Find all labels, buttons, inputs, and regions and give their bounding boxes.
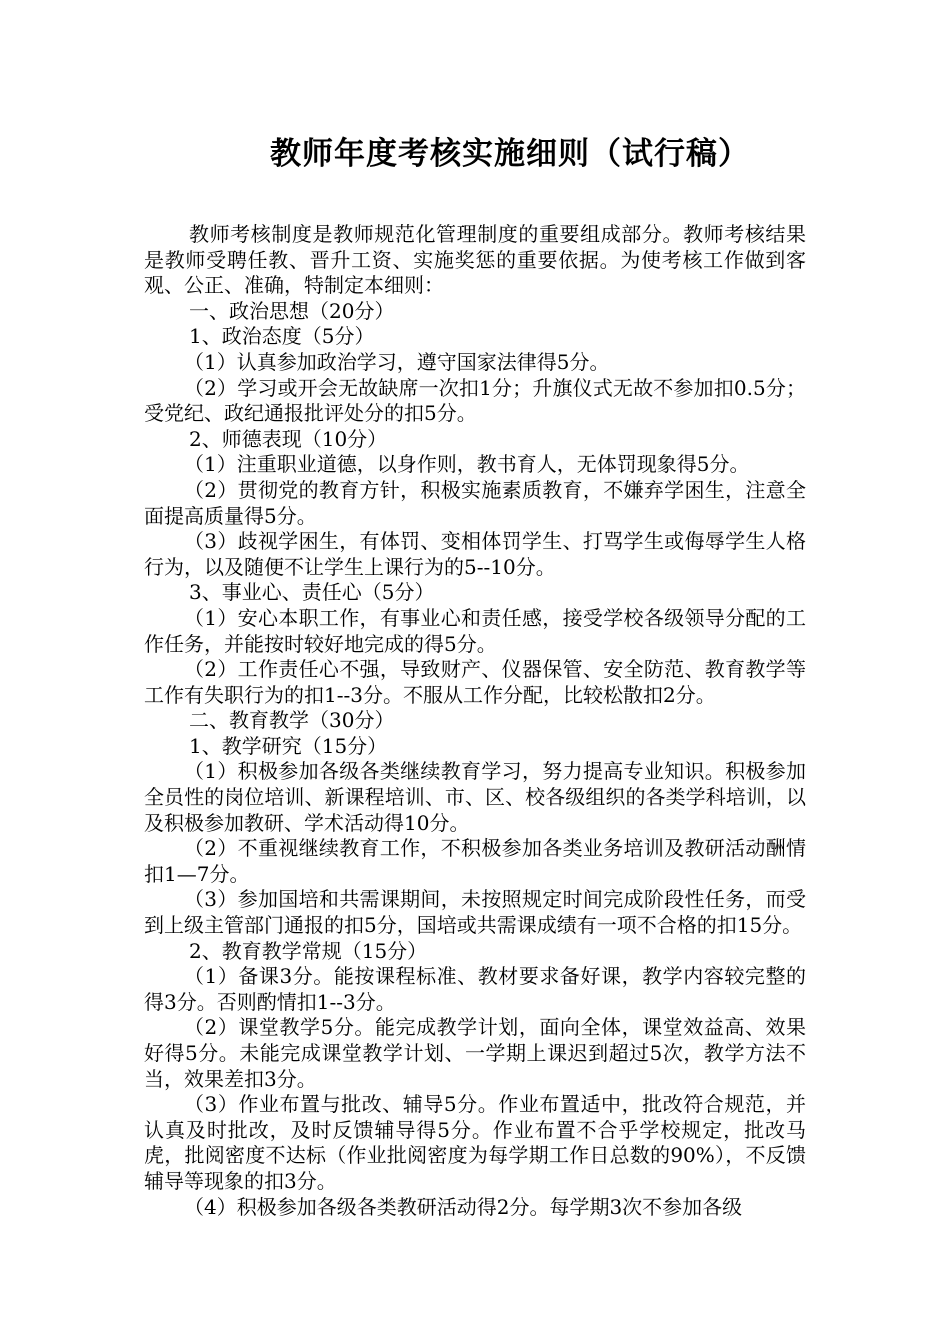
clause-paragraph: （2）不重视继续教育工作，不积极参加各类业务培训及教研活动酬情扣1—7分。 [144,836,806,886]
document-body [144,222,806,1220]
intro-paragraph: 教师考核制度是教师规范化管理制度的重要组成部分。教师考核结果是教师受聘任教、晋升工资、实施奖惩的重要依据。为使考核工作做到客观、公正、准确，特制定本细则： [144,222,806,298]
subsection-heading: 2、师德表现（10分） [189,426,388,451]
clause-paragraph: （3）歧视学困生，有体罚、变相体罚学生、打骂学生或侮辱学生人格行为，以及随便不让学生上课行为的5--10分。 [144,529,806,579]
clause-paragraph: （3）作业布置与批改、辅导5分。作业布置适中，批改符合规范，并认真及时批改，及时反馈辅导得5分。作业布置不合乎学校规定，批改马虎，批阅密度不达标（作业批阅密度为每学期工作日总数的90%），不反馈辅导等现象的扣3分。 [144,1092,806,1193]
subsection-heading: 1、政治态度（5分） [189,324,375,349]
section-heading: 一、政治思想（20分） [189,298,395,323]
clause-paragraph: （4）积极参加各级各类教研活动得2分。每学期3次不参加各级 [184,1194,743,1219]
document-title: 教师年度考核实施细则（试行稿） [270,136,750,172]
clause-paragraph: （1）认真参加政治学习，遵守国家法律得5分。 [184,349,610,374]
subsection-heading: 1、教学研究（15分） [189,733,388,758]
clause-paragraph: （2）工作责任心不强，导致财产、仪器保管、安全防范、教育教学等工作有失职行为的扣1--3分。不服从工作分配，比较松散扣2分。 [144,657,806,707]
clause-paragraph: （1）安心本职工作，有事业心和责任感，接受学校各级领导分配的工作任务，并能按时较好地完成的得5分。 [144,605,806,656]
clause-paragraph: （2）学习或开会无故缺席一次扣1分；升旗仪式无故不参加扣0.5分；受党纪、政纪通报批评处分的扣5分。 [144,375,806,426]
subsection-heading: 3、事业心、责任心（5分） [189,580,435,605]
clause-paragraph: （2）贯彻党的教育方针，积极实施素质教育，不嫌弃学困生，注意全面提高质量得5分。 [144,477,806,528]
clause-paragraph: （1）积极参加各级各类继续教育学习，努力提高专业知识。积极参加全员性的岗位培训、新课程培训、市、区、校各级组织的各类学科培训，以及积极参加教研、学术活动得10分。 [144,759,806,835]
subsection-heading: 2、教育教学常规（15分） [189,938,428,963]
clause-paragraph: （3）参加国培和共需课期间，未按照规定时间完成阶段性任务，而受到上级主管部门通报的扣5分，国培或共需课成绩有一项不合格的扣15分。 [144,887,806,938]
clause-paragraph: （1）备课3分。能按课程标准、教材要求备好课，教学内容较完整的得3分。否则酌情扣1--3分。 [144,964,806,1014]
clause-paragraph: （1）注重职业道德，以身作则，教书育人，无体罚现象得5分。 [184,452,750,477]
clause-paragraph: （2）课堂教学5分。能完成教学计划，面向全体，课堂效益高、效果好得5分。未能完成课堂教学计划、一学期上课迟到超过5次，教学方法不当，效果差扣3分。 [144,1015,806,1091]
section-heading: 二、教育教学（30分） [189,708,395,733]
